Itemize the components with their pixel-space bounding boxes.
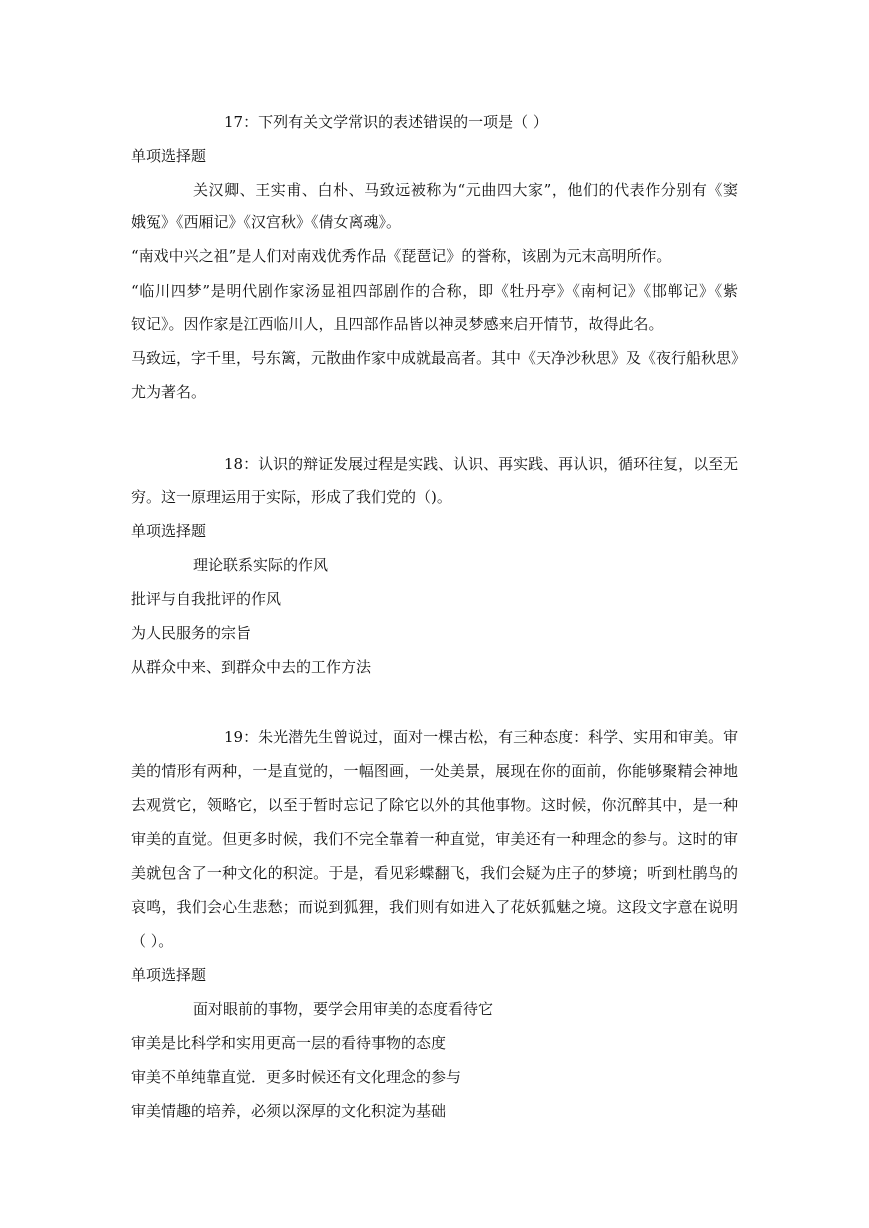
question-18-stem-line-1: 18：认识的辩证发展过程是实践、认识、再实践、再认识，循环往复，以至无	[224, 455, 739, 473]
question-19-option-a: 面对眼前的事物，要学会用审美的态度看待它	[193, 1000, 494, 1018]
question-17-option-d-line-1: 马致远，字千里，号东篱，元散曲作家中成就最高者。其中《天净沙秋思》及《夜行船秋思》	[131, 349, 747, 367]
question-17-stem-line-1: 17：下列有关文学常识的表述错误的一项是（ ）	[224, 113, 548, 131]
question-19-stem-line-1: 19：朱光潜先生曾说过，面对一棵古松，有三种态度：科学、实用和审美。审	[224, 728, 739, 746]
question-17-option-c-line-2: 钗记》。因作家是江西临川人，且四部作品皆以神灵梦感来启开情节，故得此名。	[131, 315, 664, 333]
question-19-stem-line-5: 美就包含了一种文化的积淀。于是，看见彩蝶翻飞，我们会疑为庄子的梦境；听到杜鹃鸟的	[131, 864, 738, 882]
question-18-option-c: 为人民服务的宗旨	[131, 624, 252, 642]
question-19-stem-line-4: 审美的直觉。但更多时候，我们不完全靠着一种直觉，审美还有一种理念的参与。这时的审	[131, 830, 738, 848]
question-19-option-c: 审美不单纯靠直觉．更多时候还有文化理念的参与	[131, 1068, 462, 1086]
question-17-type-label: 单项选择题	[131, 147, 207, 165]
question-17-option-a-line-2: 娥冤》《西厢记》《汉宫秋》《倩女离魂》。	[131, 213, 402, 231]
question-18-option-b: 批评与自我批评的作风	[131, 590, 282, 608]
question-19-type-label: 单项选择题	[131, 966, 207, 984]
question-18-option-d: 从群众中来、到群众中去的工作方法	[131, 658, 372, 676]
question-19-stem-line-6: 哀鸣，我们会心生悲愁；而说到狐狸，我们则有如进入了花妖狐魅之境。这段文字意在说明	[131, 898, 738, 916]
question-18-stem-line-2: 穷。这一原理运用于实际，形成了我们党的（)。	[131, 488, 452, 506]
question-19-stem-line-3: 去观赏它，领略它，以至于暂时忘记了除它以外的其他事物。这时候，你沉醉其中，是一种	[131, 796, 738, 814]
question-17-option-d-line-2: 尤为著名。	[131, 383, 207, 401]
question-18-option-a: 理论联系实际的作风	[193, 556, 329, 574]
question-17-option-b: “南戏中兴之祖”是人们对南戏优秀作品《琵琶记》的誉称，该剧为元末高明所作。	[131, 247, 672, 265]
question-17-option-c-line-1: “临川四梦”是明代剧作家汤显祖四部剧作的合称，即《牡丹亭》《南柯记》《邯郸记》《紫	[131, 282, 738, 300]
question-19-option-d: 审美情趣的培养，必须以深厚的文化积淀为基础	[131, 1102, 447, 1120]
question-19-option-b: 审美是比科学和实用更高一层的看待事物的态度	[131, 1034, 447, 1052]
question-19-stem-line-2: 美的情形有两种，一是直觉的，一幅图画，一处美景，展现在你的面前，你能够聚精会神地	[131, 762, 738, 780]
question-18-type-label: 单项选择题	[131, 522, 207, 540]
question-19-stem-line-7: （ ）。	[131, 932, 174, 950]
question-17-option-a-line-1: 关汉卿、王实甫、白朴、马致远被称为“元曲四大家”，他们的代表作分别有《窦	[193, 181, 738, 199]
